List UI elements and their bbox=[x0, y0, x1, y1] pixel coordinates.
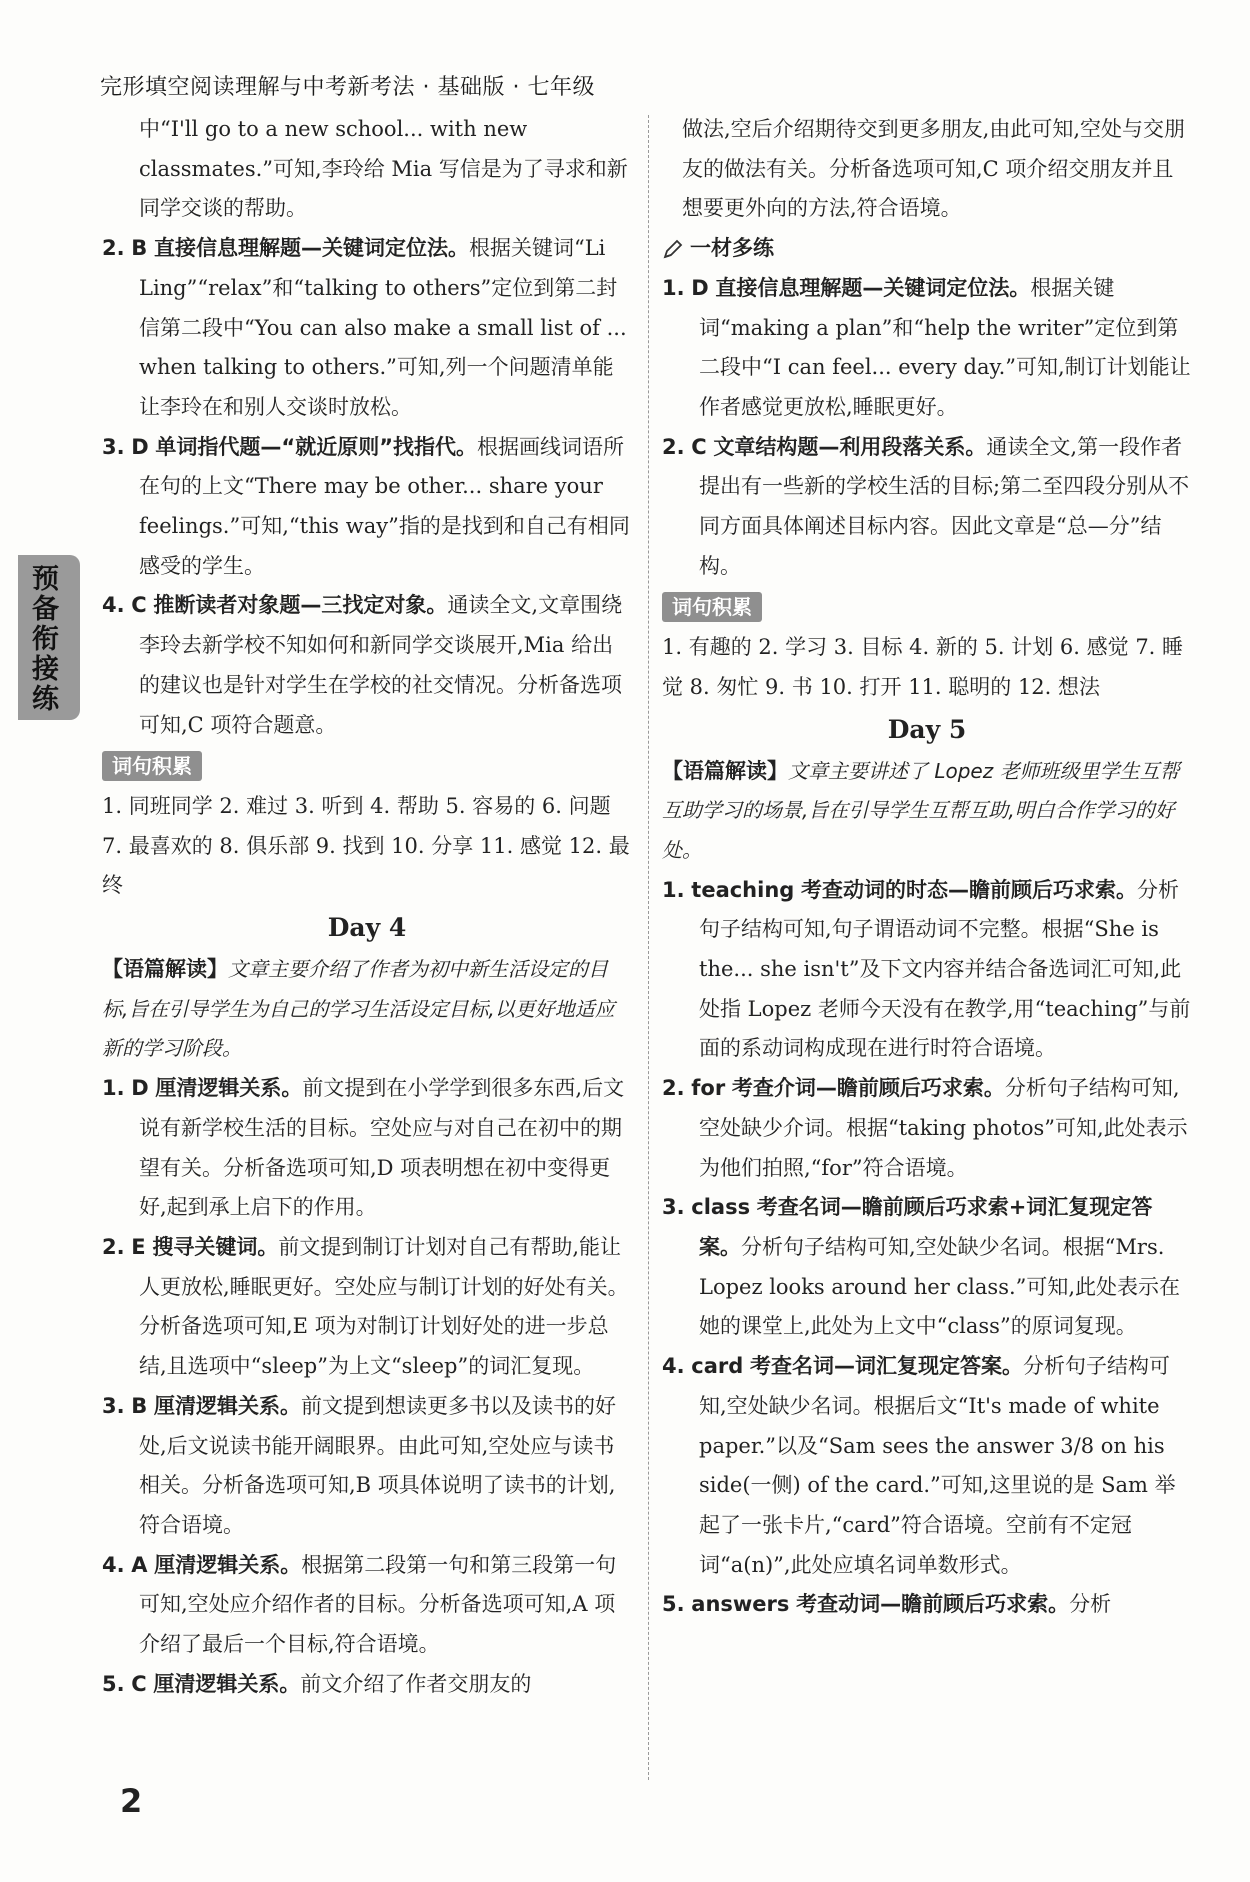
item-text: 前文提到制订计划对自己有帮助,能让人更放松,睡眠更好。空处应与制订计划的好处有关。分析备选项可知,E 项为对制订计划好处的进一步总结,且选项中“sleep”为上文“sleep”的词汇复现。 bbox=[139, 1234, 629, 1379]
vocab-list: 1. 有趣的 2. 学习 3. 目标 4. 新的 5. 计划 6. 感觉 7. 睡觉 8. 匆忙 9. 书 10. 打开 11. 聪明的 12. 想法 bbox=[662, 635, 1184, 699]
day-title: Day 5 bbox=[887, 714, 967, 744]
item-text: 分析句子结构可知,空处缺少介词。根据“taking photos”可知,此处表示为他们拍照,“for”符合语境。 bbox=[699, 1076, 1188, 1180]
day-title: Day 4 bbox=[327, 913, 407, 943]
item-number: 3. bbox=[102, 1393, 125, 1418]
item-type: 考查名词—瞻前顾后巧求索+词汇复现定答案。 bbox=[699, 1195, 1153, 1259]
item-text: 前文提到想读更多书以及读书的好处,后文说读书能开阔眼界。由此可知,空处应与读书相关。分析备选项可知,B 项具体说明了读书的计划,符合语境。 bbox=[139, 1393, 616, 1537]
answer-item bbox=[102, 586, 632, 745]
answer-item bbox=[102, 229, 632, 428]
answer-item bbox=[662, 269, 1192, 428]
column-divider bbox=[648, 115, 649, 1780]
item-type: 厘清逻辑关系。 bbox=[153, 1671, 301, 1696]
item-type: 直接信息理解题—关键词定位法。 bbox=[715, 275, 1031, 300]
item-answer: answers bbox=[691, 1592, 790, 1617]
item-answer: C bbox=[691, 434, 707, 459]
item-type: 考查动词—瞻前顾后巧求索。 bbox=[796, 1592, 1070, 1617]
left-column bbox=[102, 110, 632, 1704]
item-type: 考查动词的时态—瞻前顾后巧求索。 bbox=[801, 877, 1137, 902]
right-continuation: 做法,空后介绍期待交到更多朋友,由此可知,空处与交朋友的做法有关。分析备选项可知,C 项介绍交朋友并且想要更外向的方法,符合语境。 bbox=[682, 117, 1186, 221]
item-type: 单词指代题—“就近原则”找指代。 bbox=[155, 434, 478, 459]
practice-heading bbox=[662, 229, 1192, 269]
item-answer: B bbox=[131, 236, 148, 261]
pencil-icon bbox=[662, 238, 684, 260]
passage-summary bbox=[662, 752, 1192, 871]
item-text: 分析 bbox=[1069, 1592, 1112, 1617]
item-type: 厘清逻辑关系。 bbox=[155, 1076, 303, 1101]
item-number: 2. bbox=[662, 1076, 685, 1101]
answer-item bbox=[102, 1387, 632, 1546]
item-number: 5. bbox=[662, 1592, 685, 1617]
item-number: 2. bbox=[102, 1234, 125, 1259]
item-answer: A bbox=[131, 1552, 148, 1577]
item-type: 厘清逻辑关系。 bbox=[153, 1393, 301, 1418]
page-number: 2 bbox=[120, 1782, 143, 1820]
answer-item bbox=[662, 1347, 1192, 1585]
summary-text: 文章主要讲述了 Lopez 老师班级里学生互帮互助学习的场景,旨在引导学生互帮互助,明白合作学习的好处。 bbox=[662, 758, 1180, 862]
answer-item bbox=[102, 1665, 632, 1705]
answer-item bbox=[102, 1069, 632, 1228]
item-type: 推断读者对象题—三找定对象。 bbox=[153, 593, 448, 618]
practice-label: 一材多练 bbox=[690, 236, 774, 261]
side-tab-label: 预备衔接练 bbox=[32, 564, 59, 715]
answer-item bbox=[662, 1069, 1192, 1188]
item-number: 2. bbox=[102, 236, 125, 261]
summary-text: 文章主要介绍了作者为初中新生活设定的目标,旨在引导学生为自己的学习生活设定目标,以更好地适应新的学习阶段。 bbox=[102, 957, 615, 1061]
vocab-tag: 词句积累 bbox=[662, 592, 762, 622]
answer-item bbox=[662, 1188, 1192, 1347]
left-continuation: 中“I'll go to a new school... with new classmates.”可知,李玲给 Mia 写信是为了寻求和新同学交谈的帮助。 bbox=[139, 117, 628, 221]
answer-item bbox=[102, 1228, 632, 1387]
item-number: 4. bbox=[102, 593, 125, 618]
item-number: 3. bbox=[662, 1195, 685, 1220]
passage-summary bbox=[102, 950, 632, 1069]
item-number: 2. bbox=[662, 434, 685, 459]
item-number: 3. bbox=[102, 434, 125, 459]
item-answer: C bbox=[131, 593, 147, 618]
summary-label: 【语篇解读】 bbox=[102, 957, 228, 982]
item-text: 通读全文,第一段作者提出有一些新的学校生活的目标;第二至四段分别从不同方面具体阐述目标内容。因此文章是“总—分”结构。 bbox=[699, 434, 1190, 578]
item-type: 厘清逻辑关系。 bbox=[154, 1552, 302, 1577]
item-text: 分析句子结构可知,空处缺少名词。根据“Mrs. Lopez looks around her class.”可知,此处表示在她的课堂上,此处为上文中“class”的原词复现。 bbox=[699, 1234, 1181, 1339]
item-answer: teaching bbox=[691, 877, 795, 902]
answer-item bbox=[102, 428, 632, 587]
answer-item bbox=[662, 428, 1192, 587]
item-text: 根据关键词“Li Ling”“relax”和“talking to others”定位到第二封信第二段中“You can also make a small list of ... when talking to others.”可知,列一个问题清单能让李玲在和别人交谈时放松。 bbox=[139, 236, 627, 419]
item-number: 4. bbox=[662, 1354, 685, 1379]
right-column bbox=[662, 110, 1192, 1625]
item-text: 前文介绍了作者交朋友的 bbox=[300, 1671, 532, 1696]
item-text: 前文提到在小学学到很多东西,后文说有新学校生活的目标。空处应与对自己在初中的期望有关。分析备选项可知,D 项表明想在初中变得更好,起到承上启下的作用。 bbox=[139, 1076, 625, 1220]
answer-item bbox=[102, 1546, 632, 1665]
answer-item bbox=[662, 871, 1192, 1070]
item-type: 考查名词—词汇复现定答案。 bbox=[749, 1354, 1023, 1379]
item-text: 根据关键词“making a plan”和“help the writer”定位到第二段中“I can feel... every day.”可知,制订计划能让作者感觉更放松,睡眠更好。 bbox=[699, 275, 1191, 419]
item-number: 5. bbox=[102, 1671, 125, 1696]
item-type: 考查介词—瞻前顾后巧求索。 bbox=[731, 1076, 1005, 1101]
item-answer: E bbox=[131, 1234, 146, 1259]
page-header: 完形填空阅读理解与中考新考法 · 基础版 · 七年级 bbox=[100, 75, 595, 100]
item-number: 1. bbox=[662, 877, 685, 902]
item-answer: B bbox=[131, 1393, 148, 1418]
answer-item bbox=[662, 1585, 1192, 1625]
item-answer: D bbox=[131, 434, 149, 459]
item-text: 根据画线词语所在句的上文“There may be other... share your feelings.”可知,“this way”指的是找到和自己有相同感受的学生。 bbox=[139, 434, 630, 578]
item-text: 通读全文,文章围绕李玲去新学校不知如何和新同学交谈展开,Mia 给出的建议也是针对学生在学校的社交情况。分析备选项可知,C 项符合题意。 bbox=[139, 593, 623, 737]
item-text: 根据第二段第一句和第三段第一句可知,空处应介绍作者的目标。分析备选项可知,A 项介绍了最后一个目标,符合语境。 bbox=[139, 1552, 617, 1657]
item-type: 直接信息理解题—关键词定位法。 bbox=[153, 236, 469, 261]
item-number: 1. bbox=[102, 1076, 125, 1101]
item-type: 搜寻关键词。 bbox=[152, 1234, 279, 1259]
summary-label: 【语篇解读】 bbox=[662, 758, 788, 783]
item-number: 1. bbox=[662, 275, 685, 300]
item-answer: D bbox=[131, 1076, 149, 1101]
item-text: 分析句子结构可知,空处缺少名词。根据后文“It's made of white paper.”以及“Sam sees the answer 3/8 on his side(一侧) of the card.”可知,这里说的是 Sam 举起了一张卡片,“card”符合语境。空前有不定冠词“a(n)”,此处应填名词单数形式。 bbox=[699, 1354, 1176, 1577]
item-answer: card bbox=[691, 1354, 744, 1379]
item-answer: for bbox=[691, 1076, 726, 1101]
item-number: 4. bbox=[102, 1552, 125, 1577]
item-answer: C bbox=[131, 1671, 147, 1696]
vocab-tag: 词句积累 bbox=[102, 751, 202, 781]
item-answer: D bbox=[691, 275, 709, 300]
item-text: 分析句子结构可知,句子谓语动词不完整。根据“She is the... she isn't”及下文内容并结合备选词汇可知,此处指 Lopez 老师今天没有在教学,用“teaching”与前面的系动词构成现在进行时符合语境。 bbox=[699, 877, 1191, 1061]
item-type: 文章结构题—利用段落关系。 bbox=[713, 434, 987, 459]
item-answer: class bbox=[691, 1195, 751, 1220]
vocab-list: 1. 同班同学 2. 难过 3. 听到 4. 帮助 5. 容易的 6. 问题 7. 最喜欢的 8. 俱乐部 9. 找到 10. 分享 11. 感觉 12. 最终 bbox=[102, 793, 630, 898]
